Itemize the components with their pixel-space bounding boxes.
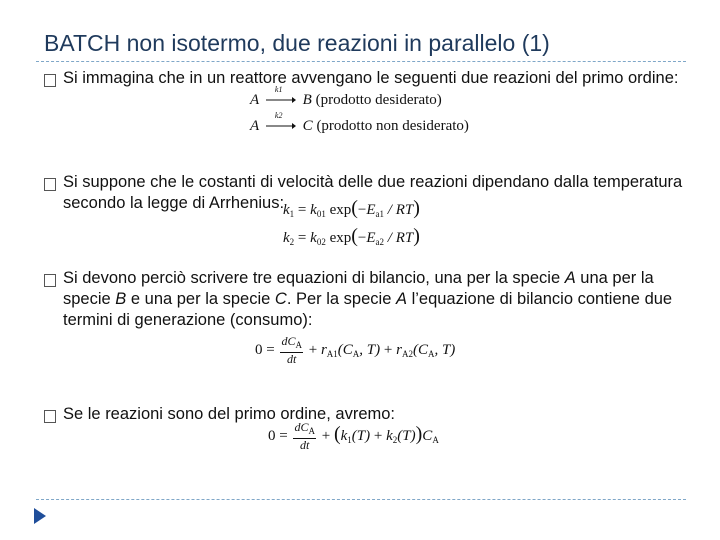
bullet-text-2: Si suppone che le costanti di velocità delle due reazioni dipendano dalla temperatura secondo la legge di Arrhenius: [63, 173, 683, 212]
first-order-derivative: $\frac{dC_A}{dt}$ [294, 420, 315, 452]
reaction-1-rate: k1 [274, 84, 283, 94]
reaction-2-reactant: A [250, 118, 260, 134]
bottom-divider [36, 499, 686, 500]
bullet-text-3: Si devono perciò scrivere tre equazioni di bilancio, una per la specie A una per la specie B e una per la specie C. Per la specie A l’equazione di bilancio contiene due termini di generazione (consumo): [63, 269, 673, 329]
bullet-text-1: Si immagina che in un reattore avvengano le seguenti due reazioni del primo ordine: [63, 69, 679, 87]
reaction-2-rate: k2 [274, 110, 283, 120]
balance-equation: 0 = $\frac{dC_A}{dt}$ + $r_{A1}(C_A$, $T) + r_{A2}(C_A$, T) [255, 334, 456, 366]
arrhenius-1: $k_1 = k_{01}$ $\exp(-E_{a1} / RT)$ [283, 197, 420, 219]
bullet-box-icon [44, 410, 56, 423]
reaction-2 [250, 110, 469, 135]
balance-derivative: $\frac{dC_A}{dt}$ [281, 334, 302, 366]
first-order-equation: 0 = $\frac{dC_A}{dt}$ + $(k_1(T) + k_2(T))C_A$ [268, 420, 439, 452]
top-divider [36, 61, 686, 62]
slide-title: BATCH non isotermo, due reazioni in parallelo (1) [44, 30, 550, 56]
reaction-1-arrow [266, 84, 296, 108]
reaction-1-product: B [302, 92, 312, 108]
arrhenius-2: $k_2 = k_{02}$ $\exp(-E_{a2} / RT)$ [283, 225, 420, 247]
bullet-box-icon [44, 74, 56, 87]
arrow-icon [266, 122, 296, 130]
reaction-1-note: (prodotto desiderato) [315, 92, 442, 108]
reaction-2-product: C [302, 118, 313, 134]
reaction-1-reactant: A [250, 92, 260, 108]
bullet-text-4: Se le reazioni sono del primo ordine, avremo: [63, 405, 396, 423]
next-slide-icon[interactable] [34, 508, 46, 524]
bullet-box-icon [44, 274, 56, 287]
arrow-icon [266, 96, 296, 104]
reaction-2-arrow [266, 110, 296, 134]
reaction-1 [250, 84, 442, 109]
bullet-box-icon [44, 178, 56, 191]
reaction-2-note: (prodotto non desiderato) [316, 118, 469, 134]
